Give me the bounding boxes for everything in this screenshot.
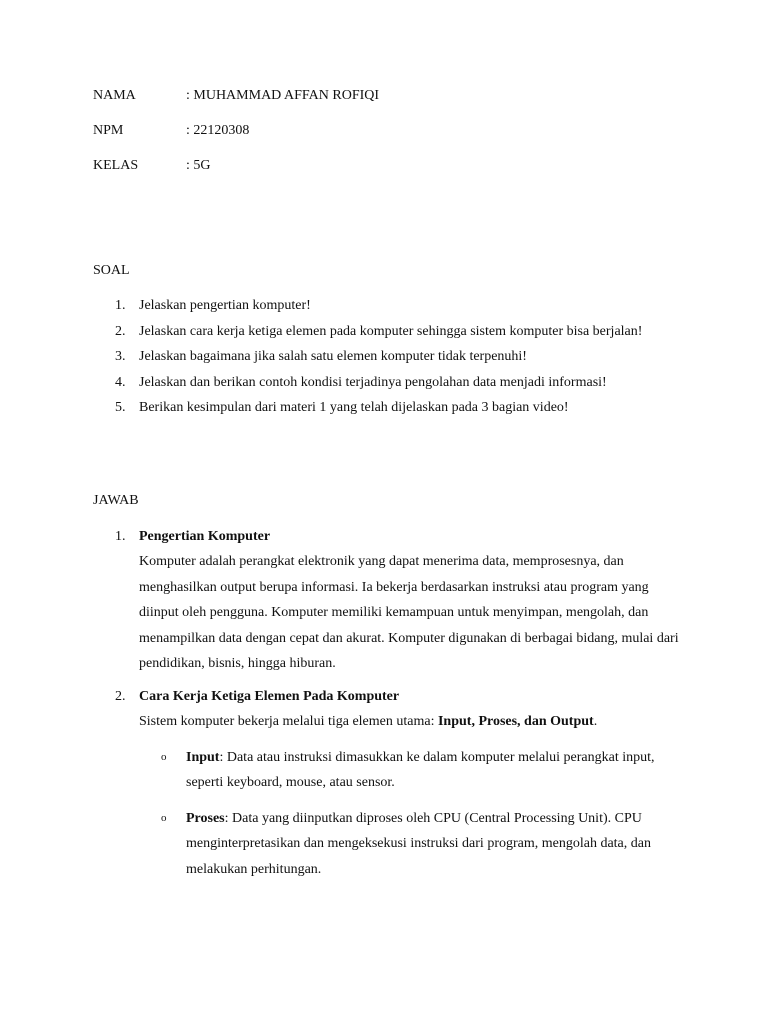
identity-row-kelas — [93, 156, 379, 191]
question-number: 1. — [115, 298, 126, 313]
list-item-description: : Data yang diinputkan diproses oleh CPU (Central Processing Unit). CPU menginterpretasikan dan mengeksekusi instruksi dari program, mengolah data, dan melakukan perhitungan. — [186, 810, 651, 877]
answer-intro-bold: Input, Proses, dan Output — [437, 714, 594, 729]
soal-heading: SOAL — [93, 263, 130, 278]
circle-bullet-icon: o — [161, 811, 167, 824]
question-text: Jelaskan cara kerja ketiga elemen pada komputer sehingga sistem komputer bisa berjalan! — [139, 323, 643, 339]
list-item-term: Input — [186, 749, 220, 765]
identity-row-nama — [93, 86, 379, 121]
answer-intro — [139, 709, 679, 735]
answer-1 — [93, 525, 693, 677]
list-item — [93, 293, 693, 319]
soal-list — [93, 293, 693, 421]
list-item-text — [186, 806, 683, 883]
answer-number: 1. — [115, 529, 126, 544]
question-text: Berikan kesimpulan dari materi 1 yang telah dijelaskan pada 3 bagian video! — [139, 400, 569, 415]
list-item-term: Proses — [186, 810, 225, 826]
identity-block — [93, 86, 379, 191]
element-list — [161, 745, 683, 883]
npm-label: NPM — [93, 123, 124, 138]
question-number: 2. — [115, 323, 126, 339]
answer-heading — [93, 685, 693, 709]
list-item — [93, 344, 693, 370]
list-item-description: : Data atau instruksi dimasukkan ke dalam komputer melalui perangkat input, seperti keyboard, mouse, atau sensor. — [186, 749, 655, 790]
answer-intro-end: . — [593, 714, 598, 729]
answer-body: Komputer adalah perangkat elektronik yang dapat menerima data, memprosesnya, dan menghasilkan output berupa informasi. Ia bekerja berdasarkan instruksi atau program yang diinput oleh pengguna. Komputer memiliki kemampuan untuk menyimpan, mengolah, dan menampilkan data dengan cepat dan akurat. Komputer digunakan di berbagai bidang, mulai dari pendidikan, bisnis, hingga hiburan. — [139, 554, 679, 671]
list-item — [93, 395, 693, 421]
question-number: 5. — [115, 400, 126, 415]
answer-title: Pengertian Komputer — [139, 529, 271, 544]
question-text: Jelaskan bagaimana jika salah satu elemen komputer tidak terpenuhi! — [139, 349, 527, 364]
circle-bullet-icon: o — [161, 750, 167, 763]
npm-value: : 22120308 — [186, 123, 250, 138]
answer-intro-text: Sistem komputer bekerja melalui tiga elemen utama: — [139, 714, 438, 729]
answer-2 — [93, 685, 693, 892]
question-text: Jelaskan pengertian komputer! — [139, 298, 311, 313]
question-text: Jelaskan dan berikan contoh kondisi terjadinya pengolahan data menjadi informasi! — [139, 374, 607, 390]
list-item — [161, 806, 683, 883]
answer-number: 2. — [115, 689, 126, 704]
list-item — [161, 745, 683, 796]
nama-label: NAMA — [93, 88, 136, 103]
list-item-text — [186, 745, 683, 796]
jawab-heading: JAWAB — [93, 493, 139, 508]
kelas-value: : 5G — [186, 158, 211, 173]
answer-heading — [93, 525, 693, 549]
list-item — [93, 370, 693, 396]
nama-value: : MUHAMMAD AFFAN ROFIQI — [186, 88, 380, 103]
list-item — [93, 319, 693, 345]
kelas-label: KELAS — [93, 158, 139, 173]
question-number: 3. — [115, 349, 126, 364]
answer-title: Cara Kerja Ketiga Elemen Pada Komputer — [139, 689, 400, 704]
question-number: 4. — [115, 374, 126, 390]
identity-row-npm — [93, 121, 379, 156]
